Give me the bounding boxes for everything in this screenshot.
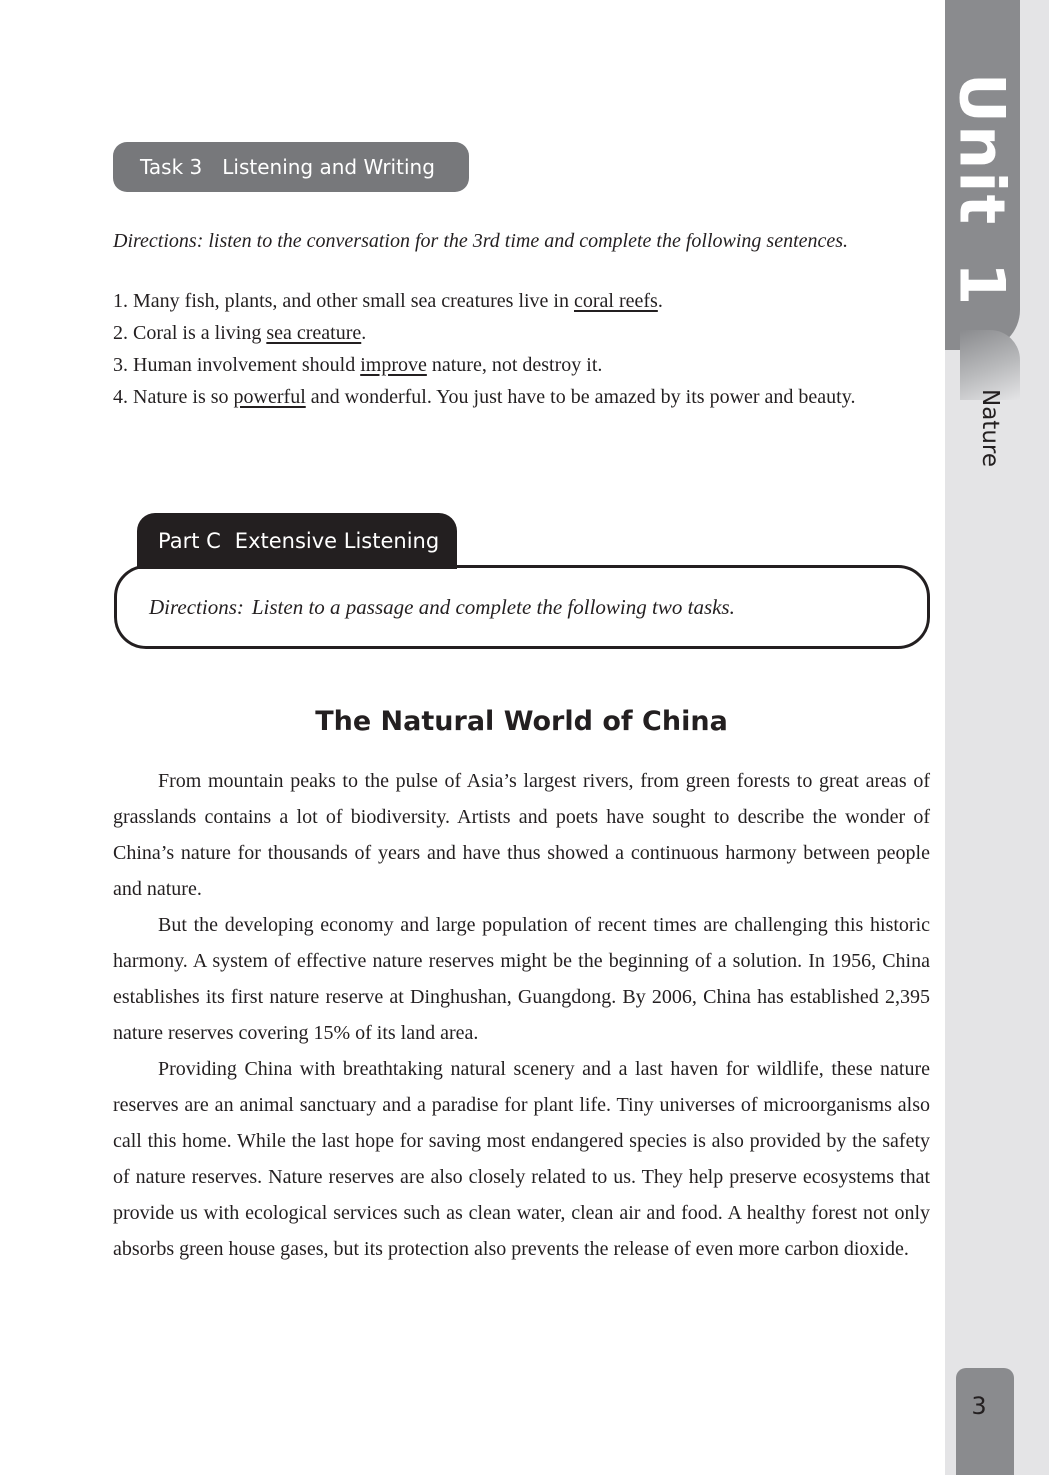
task3-name: Listening and Writing: [222, 155, 435, 179]
answer-blank: coral reefs: [574, 290, 658, 312]
answer-item: 4. Nature is so powerful and wonderful. You just have to be amazed by its power and beauty.: [113, 386, 856, 408]
article-title: The Natural World of China: [315, 706, 728, 737]
partC-directions-text: Listen to a passage and complete the following two tasks.: [251, 594, 735, 619]
answer-blank: improve: [360, 354, 427, 376]
partC-directions-label: Directions:: [149, 594, 244, 619]
answer-item: 2. Coral is a living sea creature.: [113, 322, 367, 344]
partC-header: [137, 513, 457, 569]
partC-name: Extensive Listening: [234, 529, 440, 553]
page-number-tab: [956, 1368, 1014, 1475]
article-body: [113, 763, 930, 1267]
partC-label: Part C: [158, 529, 221, 553]
unit-number: 1: [945, 262, 1019, 308]
unit-subject: Nature: [977, 389, 1003, 467]
article-paragraph: From mountain peaks to the pulse of Asia’s largest rivers, from green forests to great areas of grasslands contains a lot of biodiversity. Artists and poets have sought to describe the wonder of China’s nature for thousands of years and have thus showed a continuous harmony between people and nature.: [113, 770, 930, 900]
task3-directions: Directions: listen to the conversation for the 3rd time and complete the following sentences.: [113, 230, 849, 252]
answer-blank: powerful: [233, 386, 306, 408]
answer-list: [113, 285, 943, 413]
unit-word: Unit: [945, 72, 1019, 227]
article-paragraph: Providing China with breathtaking natural scenery and a last haven for wildlife, these nature reserves are an animal sanctuary and a paradise for plant life. Tiny universes of microorganisms also call this home. While the last hope for saving most endangered species is also provided by the safety of nature reserves. Nature reserves are also closely related to us. They help preserve ecosystems that provide us with ecological services such as clean water, clean air and food. A healthy forest not only absorbs green house gases, but its protection also prevents the release of even more carbon dioxide.: [113, 1058, 930, 1260]
article-paragraph: But the developing economy and large population of recent times are challenging this historic harmony. A system of effective nature reserves might be the beginning of a solution. In 1956, China establishes its first nature reserve at Dinghushan, Guangdong. By 2006, China has established 2,395 nature reserves covering 15% of its land area.: [113, 914, 930, 1044]
task3-label: Task 3: [140, 155, 203, 179]
answer-item: 3. Human involvement should improve nature, not destroy it.: [113, 354, 603, 376]
answer-item: 1. Many fish, plants, and other small sea creatures live in coral reefs.: [113, 290, 663, 312]
page-number: 3: [971, 1392, 987, 1420]
task3-header: [113, 142, 469, 192]
unit-label: [946, 73, 1019, 308]
partC-directions-box: [114, 565, 930, 649]
answer-blank: sea creature: [266, 322, 362, 344]
